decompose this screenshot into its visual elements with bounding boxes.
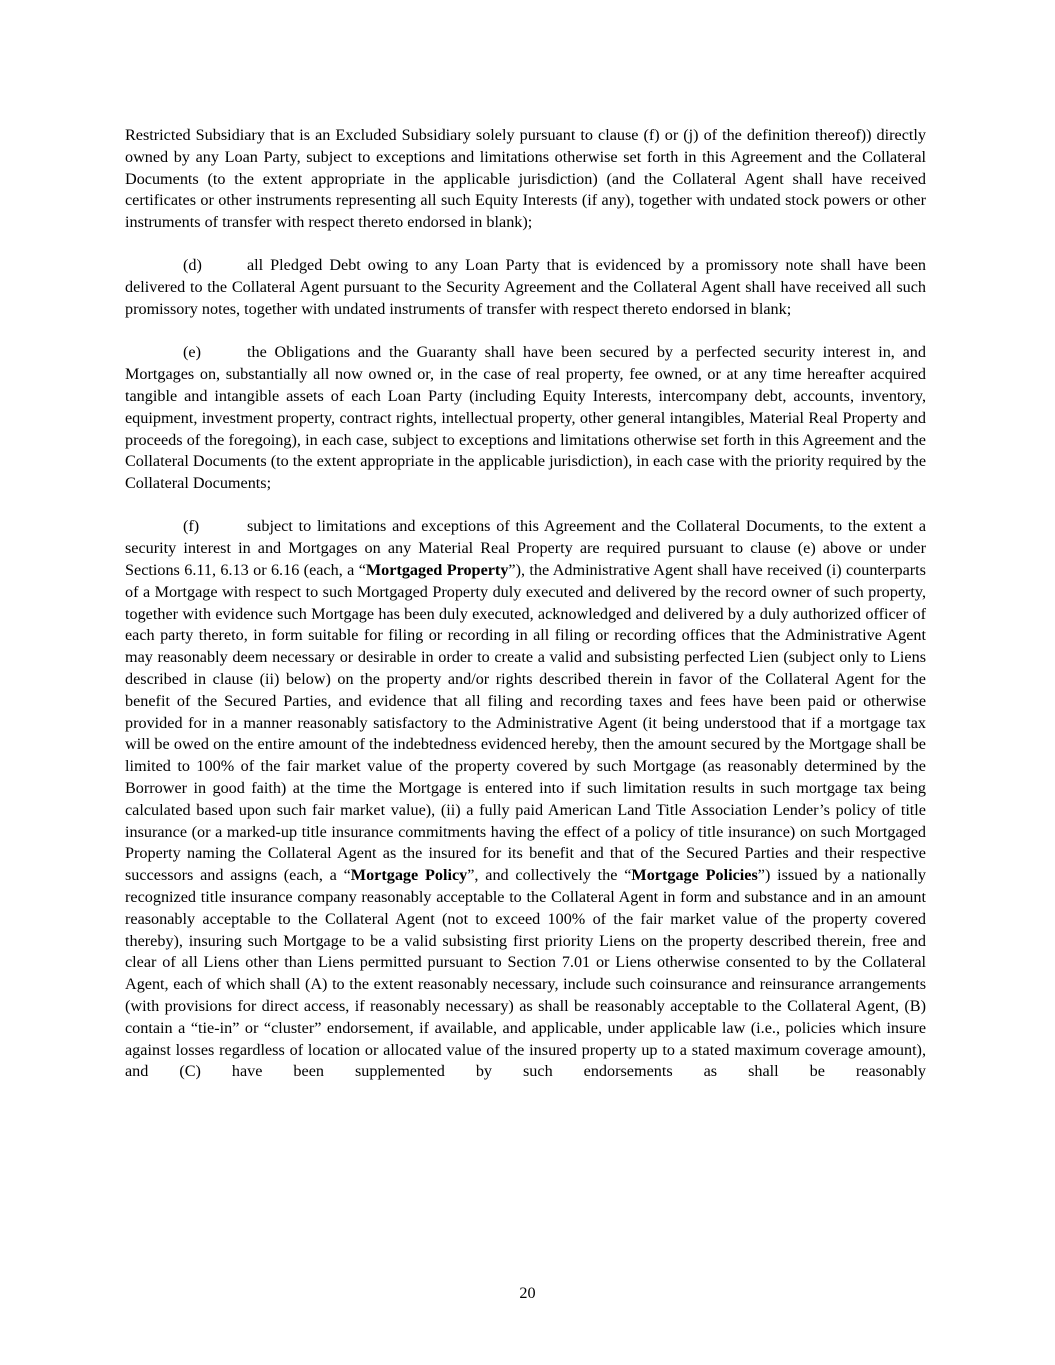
paragraph-e-label: (e) <box>183 343 201 362</box>
paragraph-e-text: the Obligations and the Guaranty shall have been secured by a perfected security interest in, and Mortgages on, substantially all now owned or, in the case of real property, fee owned, or at any time hereafter acquired tangible and intangible assets of each Loan Party (including Equity Interests, intercompany debt, accounts, inventory, equipment, investment property, contract rights, intellectual property, other general intangibles, Material Real Property and proceeds of the foregoing), in each case, subject to exceptions and limitations otherwise set forth in this Agreement and the Collateral Documents (to the extent appropriate in the applicable jurisdiction), in each case with the priority required by the Collateral Documents; <box>125 343 926 493</box>
defined-term-mortgaged-property: Mortgaged Property <box>365 561 509 580</box>
paragraph-d-text: all Pledged Debt owing to any Loan Party that is evidenced by a promissory note shall have been delivered to the Collateral Agent pursuant to the Security Agreement and the Collateral Agent shall have received all such promissory notes, together with undated instruments of transfer with respect thereto endorsed in blank; <box>125 256 926 319</box>
paragraph-f-text-2: ”), the Administrative Agent shall have received (i) counterparts of a Mortgage with respect to such Mortgaged Property duly executed and delivered by the record owner of such property, together with evidence such Mortgage has been duly executed, acknowledged and delivered by a duly authorized officer of each party thereto, in form suitable for filing or recording in all filing or recording offices that the Administrative Agent may reasonably deem necessary or desirable in order to create a valid and subsisting perfected Lien (subject only to Liens described in clause (ii) below) on the property and/or rights described therein in favor of the Collateral Agent for the benefit of the Secured Parties, and evidence that all filing and recording taxes and fees have been paid or otherwise provided for in a manner reasonably satisfactory to the Administrative Agent (it being understood that if a mortgage tax will be owed on the entire amount of the indebtedness evidenced hereby, then the amount secured by the Mortgage shall be limited to 100% of the fair market value of the property covered by such Mortgage (as reasonably determined by the Borrower in good faith) at the time the Mortgage is entered into if such limitation results in such mortgage tax being calculated based upon such fair market value), (ii) a fully paid American Land Title Association Lender’s policy of title insurance (or a marked-up title insurance commitments having the effect of a policy of title insurance) on such Mortgaged Property naming the Collateral Agent as the insured for its benefit and that of the Secured Parties and their respective successors and assigns (each, a “ <box>125 561 926 885</box>
document-page <box>125 125 926 1083</box>
paragraph-d <box>125 255 926 320</box>
paragraph-d-label: (d) <box>183 256 202 275</box>
paragraph-f-text-3: ”, and collectively the “ <box>467 866 632 885</box>
paragraph-e <box>125 342 926 495</box>
paragraph-f-label: (f) <box>183 517 200 536</box>
page-number: 20 <box>519 1284 536 1302</box>
defined-term-mortgage-policies: Mortgage Policies <box>631 866 758 885</box>
defined-term-mortgage-policy: Mortgage Policy <box>350 866 468 885</box>
paragraph-f-text-4: ”) issued by a nationally recognized title insurance company reasonably acceptable to the Collateral Agent in form and substance and in an amount reasonably acceptable to the Collateral Agent (not to exceed 100% of the fair market value of the property covered thereby), insuring such Mortgage to be a valid subsisting first priority Liens on the property described therein, free and clear of all Liens other than Liens permitted pursuant to Section 7.01 or Liens otherwise consented to by the Collateral Agent, each of which shall (A) to the extent reasonably necessary, include such coinsurance and reinsurance arrangements (with provisions for direct access, if reasonably necessary) as shall be reasonably acceptable to the Collateral Agent, (B) contain a “tie-in” or “cluster” endorsement, if available, and applicable, under applicable law (i.e., policies which insure against losses regardless of location or allocated value of the insured property up to a stated maximum coverage amount), and (C) have been supplemented by such endorsements as shall be reasonably <box>125 866 927 1081</box>
paragraph-c-continuation: Restricted Subsidiary that is an Excluded Subsidiary solely pursuant to clause (f) or (j) of the definition thereof)) directly owned by any Loan Party, subject to exceptions and limitations otherwise set forth in this Agreement and the Collateral Documents (to the extent appropriate in the applicable jurisdiction) (and the Collateral Agent shall have received certificates or other instruments representing all such Equity Interests (if any), together with undated stock powers or other instruments of transfer with respect thereto endorsed in blank); <box>125 126 926 232</box>
paragraph-f-text-1: subject to limitations and exceptions of this Agreement and the Collateral Documents, to the extent a security interest in and Mortgages on any Material Real Property are required pursuant to clause (e) above or under Sections 6.11, 6.13 or 6.16 (each, a “ <box>125 517 926 580</box>
paragraph-f <box>125 516 926 1083</box>
